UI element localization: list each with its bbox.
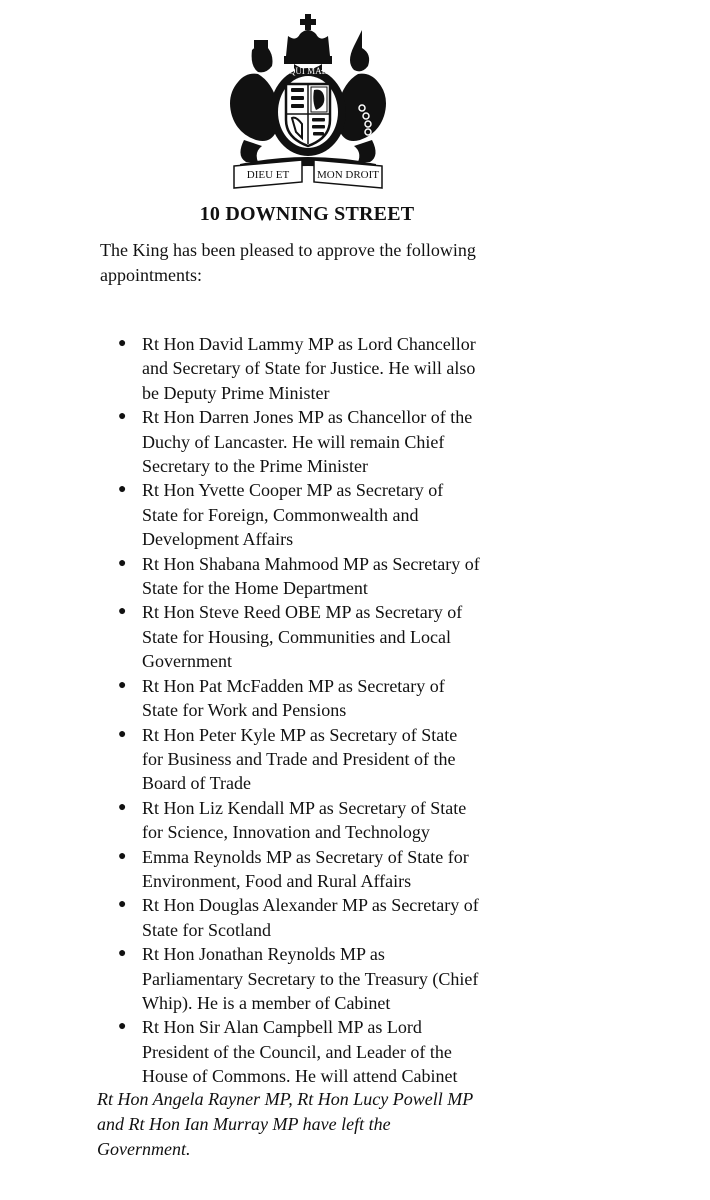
appointment-text: Rt Hon Steve Reed OBE MP as Secretary of State for Housing, Communities and Local Government [142, 602, 463, 672]
list-item [118, 1015, 538, 1088]
appointment-text: Rt Hon Yvette Cooper MP as Secretary of State for Foreign, Commonwealth and Development Affairs [142, 480, 444, 550]
list-item [118, 723, 538, 796]
garter-motto-top: QUI MAL [288, 66, 328, 76]
appointment-text: Rt Hon Liz Kendall MP as Secretary of State for Science, Innovation and Technology [142, 797, 467, 843]
list-item [118, 552, 538, 601]
appointment-text: Emma Reynolds MP as Secretary of State for Environment, Food and Rural Affairs [142, 846, 469, 891]
appointment-text: Rt Hon Sir Alan Campbell MP as Lord President of the Council, and Leader of the House of Commons. He will attend Cabinet [142, 1017, 458, 1087]
bullet-icon: ● [118, 409, 127, 425]
appointment-text: Rt Hon Darren Jones MP as Chancellor of the Duchy of Lancaster. He will remain Chief Secretary to the Prime Minister [142, 407, 473, 477]
bullet-icon: ● [118, 604, 127, 620]
list-item [118, 845, 538, 894]
appointment-text: Rt Hon Douglas Alexander MP as Secretary of State for Scotland [142, 895, 479, 940]
royal-coat-of-arms [216, 12, 400, 190]
motto-right: MON DROIT [316, 169, 380, 181]
list-item [118, 674, 538, 723]
list-item [118, 942, 538, 1015]
list-item [118, 405, 538, 478]
appointment-text: Rt Hon Shabana Mahmood MP as Secretary of State for the Home Department [142, 553, 480, 599]
page-title: 10 DOWNING STREET [199, 203, 415, 225]
bullet-icon: ● [118, 1019, 127, 1035]
bullet-icon: ● [118, 482, 127, 498]
appointment-text: Rt Hon Peter Kyle MP as Secretary of State for Business and Trade and President of the Board of Trade [142, 724, 458, 794]
bullet-icon: ● [118, 726, 127, 742]
list-item [118, 478, 538, 551]
list-item [118, 332, 538, 405]
bullet-icon: ● [118, 336, 127, 351]
departures-note: Rt Hon Angela Rayner MP, Rt Hon Lucy Powell MP and Rt Hon Ian Murray MP have left the Government. [97, 1089, 474, 1159]
bullet-icon: ● [118, 799, 127, 815]
list-item [118, 893, 538, 942]
appointment-text: Rt Hon Jonathan Reynolds MP as Parliamentary Secretary to the Treasury (Chief Whip). He is a member of Cabinet [142, 944, 479, 1013]
appointment-text: Rt Hon Pat McFadden MP as Secretary of State for Work and Pensions [142, 675, 445, 721]
motto-left: DIEU ET [246, 169, 290, 181]
bullet-icon: ● [118, 555, 127, 571]
appointments-list [118, 332, 538, 1089]
list-item [118, 600, 538, 673]
appointment-text: Rt Hon David Lammy MP as Lord Chancellor and Secretary of State for Justice. He will also be Deputy Prime Minister [142, 334, 476, 403]
list-item [118, 796, 538, 845]
bullet-icon: ● [118, 677, 127, 693]
bullet-icon: ● [118, 897, 127, 913]
bullet-icon: ● [118, 848, 127, 864]
bullet-icon: ● [118, 946, 127, 962]
intro-text: The King has been pleased to approve the following appointments: [100, 240, 476, 285]
